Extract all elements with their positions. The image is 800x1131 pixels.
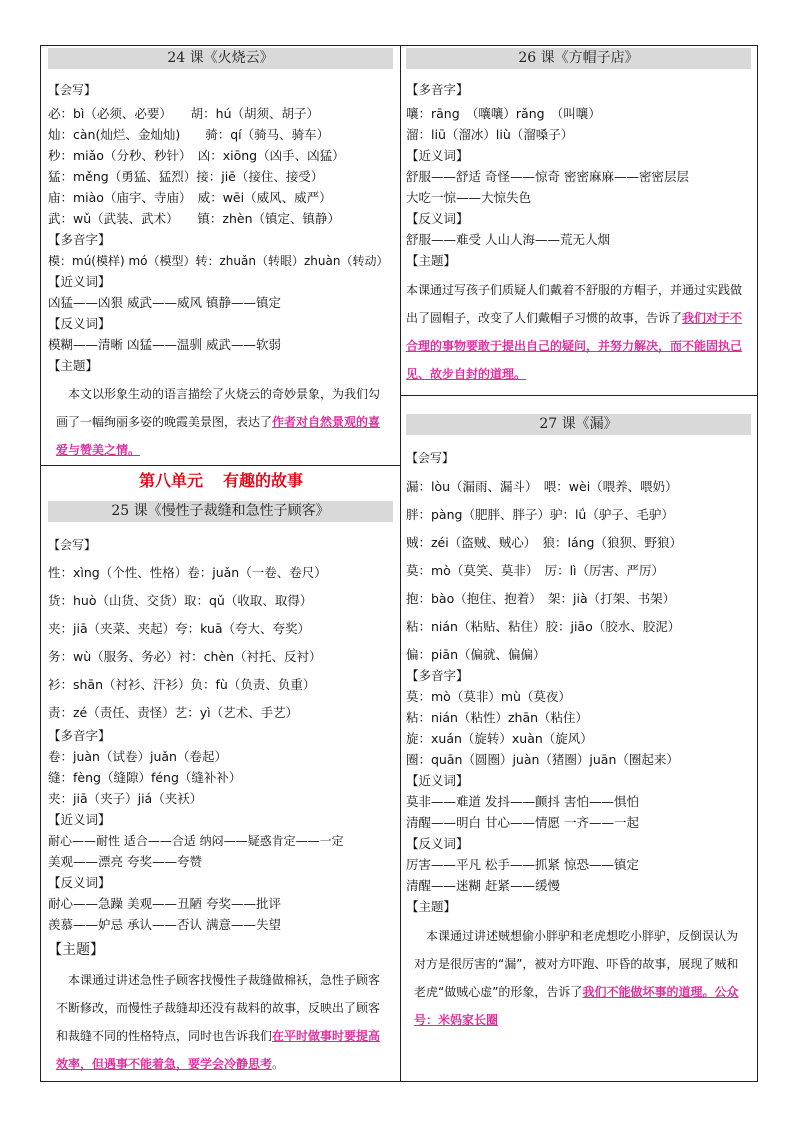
lesson-25-theme-paragraph	[56, 966, 386, 1078]
column-divider	[400, 45, 401, 1082]
lesson-26-ant-heading: 【反义词】	[406, 211, 469, 226]
lesson-26-theme-paragraph	[406, 276, 751, 388]
lesson-25-poly-line: 缝：fèng（缝隙）féng（缝补补）	[48, 770, 242, 785]
lesson-27-theme-heading: 【主题】	[406, 899, 457, 914]
lesson-24-ant-heading: 【反义词】	[48, 316, 111, 331]
lesson-24-ant-line: 模糊——清晰 凶猛——温驯 威武——软弱	[48, 337, 281, 352]
lesson-25-syn-line: 美观——漂亮 夸奖——夸赞	[48, 854, 202, 869]
lesson-26-theme-text: 本课通过写孩子们质疑人们戴着不舒服的方帽子，并通过实践做出了圆帽子，改变了人们戴帽子习惯的故事，告诉了	[406, 283, 743, 325]
lesson-27-poly-heading: 【多音字】	[406, 668, 469, 683]
lesson-26-title: 26 课《方帽子店》	[406, 48, 751, 69]
lesson-25-write-line: 衫：shān（衬衫、汗衫）负：fù（负责、负重）	[48, 677, 316, 692]
unit-8-label: 第八单元	[138, 471, 203, 490]
lesson-27-write-line: 漏：lòu（漏雨、漏斗） 喂：wèi（喂养、喂奶）	[406, 479, 678, 494]
lesson-25-poly-line: 夹：jiā（夹子）jiá（夹袄）	[48, 791, 203, 806]
lesson-25-theme-text: 本课通过讲述急性子顾客找慢性子裁缝做棉袄，急性子顾客不断修改，而慢性子裁缝却还没有裁料的故事，反映出了顾客和裁缝不同的性格特点，同时也告诉我们	[56, 973, 381, 1043]
lesson-26-poly-heading: 【多音字】	[406, 82, 469, 97]
lesson-24-title: 24 课《火烧云》	[48, 48, 393, 69]
unit-8-name: 有趣的故事	[223, 471, 304, 490]
lesson-24-syn-heading: 【近义词】	[48, 274, 111, 289]
lesson-24-write-line: 灿：càn(灿烂、金灿灿) 骑：qí（骑马、骑车）	[48, 127, 330, 142]
lesson-27-title: 27 课《漏》	[406, 414, 751, 435]
lesson-24-poly-heading: 【多音字】	[48, 232, 111, 247]
lesson-26-poly-line: 溜：liū（溜冰）liù（溜嗓子）	[406, 127, 574, 142]
lesson-25-write-line: 性：xìng（个性、性格）卷：juǎn（一卷、卷尺）	[48, 565, 327, 580]
lesson-27-write-line: 粘：nián（粘贴、粘住）胶：jiāo（胶水、胶泥）	[406, 619, 681, 634]
lesson-26-theme-heading: 【主题】	[406, 253, 457, 268]
lesson-24-write-line: 秒：miǎo（分秒、秒针） 凶：xiōng（凶手、凶猛）	[48, 148, 345, 163]
lesson-25-syn-heading: 【近义词】	[48, 812, 111, 827]
lesson-26-theme-highlight: 我们对于不合理的事物要敢于提出自己的疑问，并努力解决，而不能固执己见、故步自封的道理。	[406, 311, 743, 381]
lesson-27-write-line: 胖：pàng（肥胖、胖子）驴：lǘ（驴子、毛驴）	[406, 507, 674, 522]
lesson-27-syn-heading: 【近义词】	[406, 773, 469, 788]
section-divider-left	[40, 465, 400, 466]
lesson-24-write-line: 猛：měng（勇猛、猛烈）接：jiē（接住、接受）	[48, 169, 324, 184]
unit-8-title	[42, 470, 400, 492]
lesson-27-ant-line: 厉害——平凡 松手——抓紧 惊恐——镇定	[406, 857, 639, 872]
lesson-25-write-line: 货：huò（山货、交货）取：qǔ（收取、取得）	[48, 593, 313, 608]
lesson-25-theme-end: 。	[272, 1057, 285, 1071]
lesson-25-theme-highlight: 在平时做事时要提高效率，但遇事不能着急，要学会冷静思考	[56, 1029, 381, 1071]
lesson-24-theme-text: 本文以形象生动的语言描绘了火烧云的奇妙景象，为我们勾画了一幅绚丽多姿的晚霞美景图，表达了	[56, 387, 381, 429]
lesson-27-poly-line: 圈：quān（圆圈）juàn（猪圈）juān（圈起来）	[406, 752, 679, 767]
lesson-25-ant-heading: 【反义词】	[48, 875, 111, 890]
lesson-26-syn-line: 舒服——舒适 奇怪——惊奇 密密麻麻——密密层层	[406, 169, 689, 184]
section-divider-right	[400, 395, 758, 396]
lesson-26-syn-heading: 【近义词】	[406, 148, 469, 163]
lesson-25-write-heading: 【会写】	[48, 538, 97, 552]
lesson-24-write-line: 庙：miào（庙宇、寺庙） 威：wēi（威风、威严）	[48, 190, 332, 205]
lesson-27-theme-text: 本课通过讲述贼想偷小胖驴和老虎想吃小胖驴，反倒误认为对方是很厉害的“漏”，被对方吓跑、吓昏的故事，展现了贼和老虎“做贼心虚”的形象，告诉了	[414, 929, 739, 999]
lesson-27-theme-highlight: 我们不能做坏事的道理。公众号：米妈家长圈	[414, 985, 739, 1027]
lesson-25-write-line: 务：wù（服务、务必）衬：chèn（衬托、反衬）	[48, 649, 322, 664]
lesson-25-theme-heading: 【主题】	[48, 942, 104, 958]
lesson-24-poly-line: 模：mú(模样) mó（模型）转：zhuǎn（转眼）zhuàn（转动）	[48, 254, 389, 268]
lesson-24-syn-line: 凶猛——凶狠 威武——威风 镇静——镇定	[48, 295, 281, 310]
lesson-27-poly-line: 莫：mò（莫非）mù（莫夜）	[406, 689, 571, 704]
lesson-27-write-line: 贼：zéi（盗贼、贼心） 狼：láng（狼狈、野狼）	[406, 535, 682, 550]
lesson-25-poly-heading: 【多音字】	[48, 728, 111, 743]
lesson-27-ant-heading: 【反义词】	[406, 836, 469, 851]
lesson-25-ant-line: 耐心——急躁 美观——丑陋 夸奖——批评	[48, 896, 281, 911]
lesson-24-theme-highlight: 作者对自然景观的喜爱与赞美之情。	[56, 415, 381, 457]
lesson-27-write-heading: 【会写】	[406, 451, 455, 465]
lesson-25-title: 25 课《慢性子裁缝和急性子顾客》	[48, 501, 393, 522]
lesson-25-ant-line: 羡慕——妒忌 承认——否认 满意——失望	[48, 917, 281, 932]
lesson-25-write-line: 责：zé（责任、责怪）艺：yì（艺术、手艺）	[48, 705, 299, 720]
lesson-27-write-line: 抱：bào（抱住、抱着） 架：jià（打架、书架）	[406, 591, 676, 606]
lesson-27-syn-line: 清醒——明白 甘心——情愿 一齐——一起	[406, 815, 639, 830]
lesson-26-poly-line: 嚷：rāng （嚷嚷）rǎng （叫嚷）	[406, 106, 601, 121]
lesson-27-poly-line: 旋：xuán（旋转）xuàn（旋风）	[406, 731, 593, 746]
lesson-27-poly-line: 粘：nián（粘性）zhān（粘住）	[406, 710, 589, 725]
lesson-25-syn-line: 耐心——耐性 适合——合适 纳闷——疑惑肯定——一定	[48, 834, 344, 848]
lesson-24-write-line: 必：bì（必须、必要） 胡：hú（胡须、胡子）	[48, 106, 320, 121]
lesson-26-ant-line: 舒服——难受 人山人海——荒无人烟	[406, 232, 610, 247]
lesson-25-poly-line: 卷：juàn（试卷）juǎn（卷起）	[48, 749, 227, 764]
lesson-24-theme-heading: 【主题】	[48, 358, 99, 373]
lesson-27-write-line: 莫：mò（莫笑、莫非） 厉：lì（厉害、严厉）	[406, 563, 665, 578]
lesson-27-theme-paragraph	[414, 922, 749, 1034]
lesson-26-syn-line: 大吃一惊——大惊失色	[406, 190, 532, 205]
lesson-27-ant-line: 清醒——迷糊 赶紧——缓慢	[406, 878, 560, 893]
lesson-24-write-heading: 【会写】	[48, 83, 97, 97]
lesson-24-theme-paragraph	[56, 380, 386, 464]
lesson-27-write-line: 偏：piān（偏就、偏偏）	[406, 647, 546, 662]
lesson-25-write-line: 夹：jiā（夹菜、夹起）夸：kuā（夸大、夸奖）	[48, 621, 311, 636]
lesson-27-syn-line: 莫非——难道 发抖——颤抖 害怕——惧怕	[406, 794, 639, 809]
lesson-24-write-line: 武：wǔ（武装、武术） 镇：zhèn（镇定、镇静）	[48, 211, 340, 226]
